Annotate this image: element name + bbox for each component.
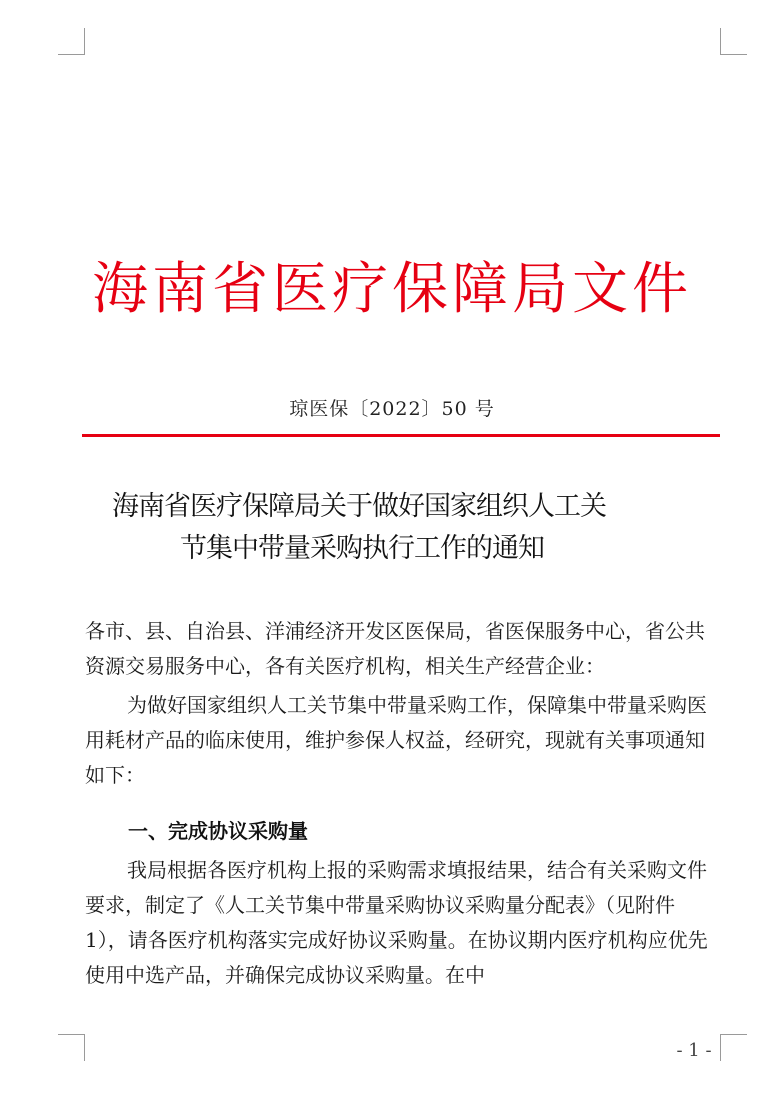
masthead-red-rule (82, 434, 720, 437)
crop-mark-top-right (720, 28, 747, 55)
section-1-paragraph: 我局根据各医疗机构上报的采购需求填报结果，结合有关采购文件要求，制定了《人工关节集中带量采购协议采购量分配表》（见附件 1），请各医疗机构落实完成好协议采购量。在协议期内医疗机构应优先使用中选产品，并确保完成协议采购量。在中 (85, 858, 708, 987)
intro-paragraph: 为做好国家组织人工关节集中带量采购工作，保障集中带量采购医用耗材产品的临床使用，维护参保人权益，经研究，现就有关事项通知如下： (85, 693, 707, 787)
document-number: 琼医保〔2022〕50 号 (289, 398, 495, 420)
document-masthead: 海南省医疗保障局文件 (92, 257, 692, 322)
addressee-paragraph: 各市、县、自治县、洋浦经济开发区医保局，省医保服务中心，省公共资源交易服务中心，各有关医疗机构，相关生产经营企业： (85, 619, 705, 678)
document-title-line-1: 海南省医疗保障局关于做好国家组织人工关 (112, 491, 606, 522)
crop-mark-top-left (58, 28, 85, 55)
document-title-line-2: 节集中带量采购执行工作的通知 (180, 533, 544, 564)
crop-mark-bottom-right (720, 1034, 747, 1061)
crop-mark-bottom-left (58, 1034, 85, 1061)
section-heading-1: 一、完成协议采购量 (128, 819, 308, 843)
page-number: - 1 - (676, 1040, 712, 1061)
document-title (90, 486, 720, 570)
